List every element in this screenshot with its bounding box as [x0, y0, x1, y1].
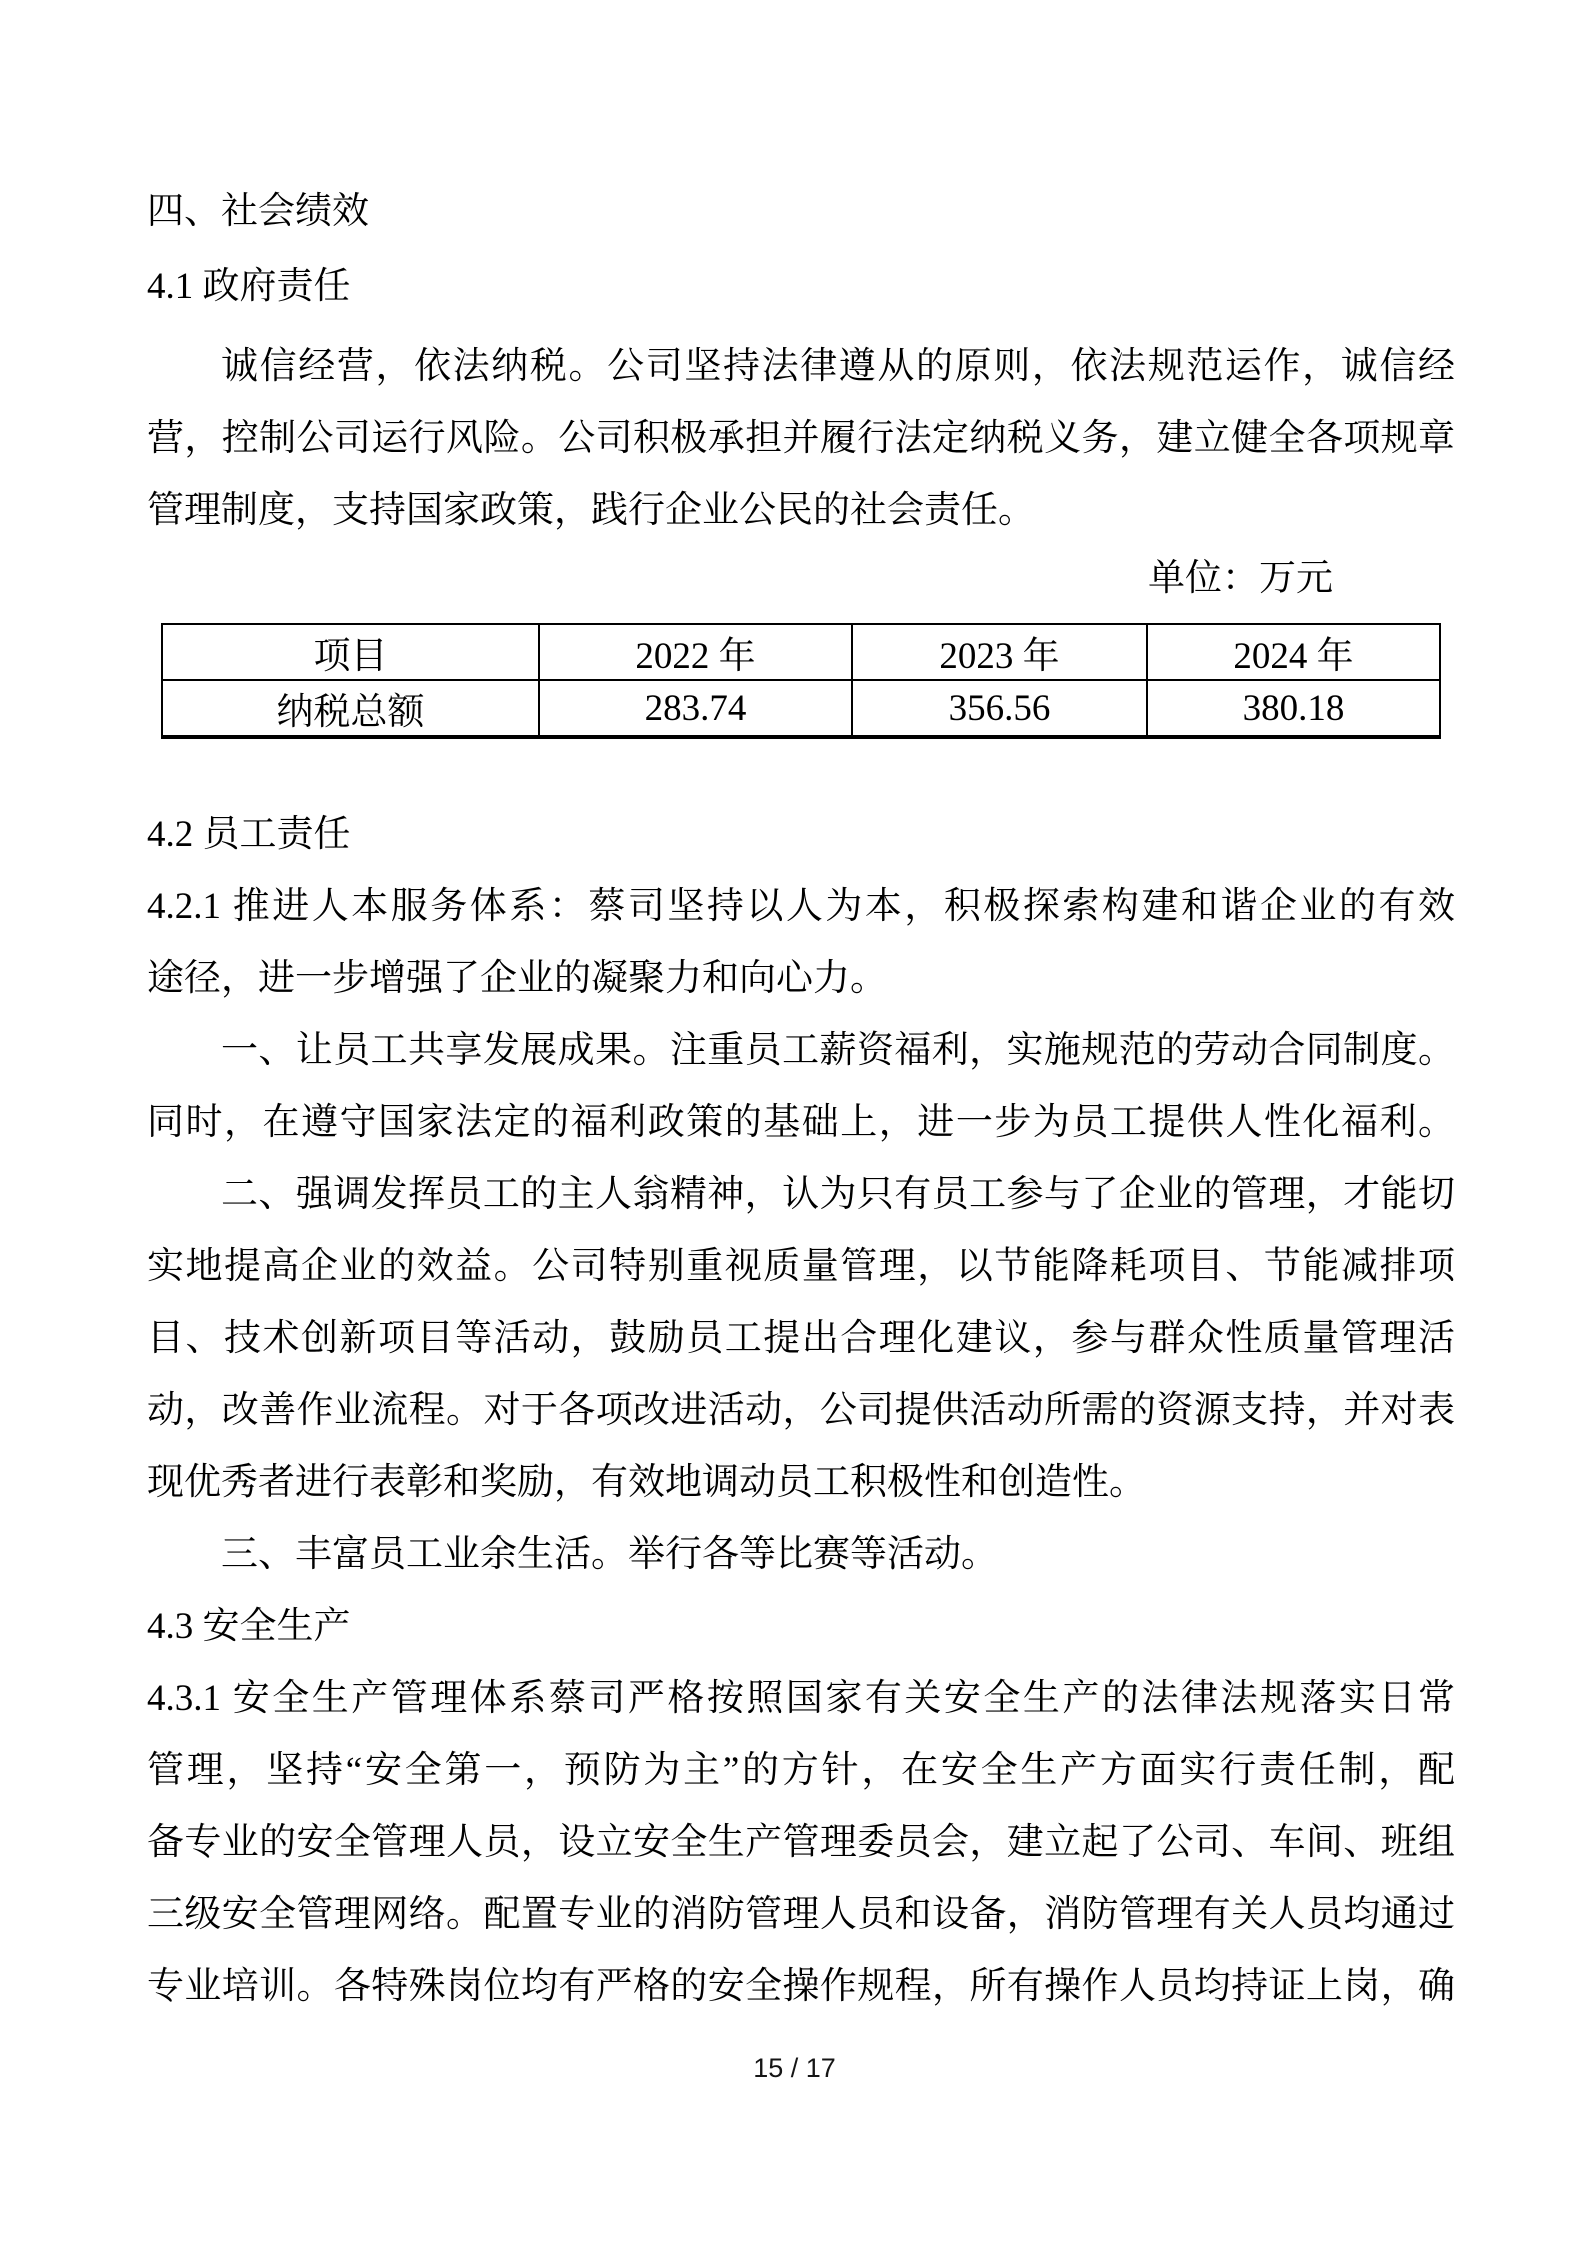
- tax-table: [161, 623, 1441, 739]
- body-line: 管理，坚持“安全第一，预防为主”的方针，在安全生产方面实行责任制，配: [147, 1750, 1455, 1791]
- body-line: 三级安全管理网络。配置专业的消防管理人员和设备，消防管理有关人员均通过: [147, 1894, 1455, 1935]
- body-line: 动，改善作业流程。对于各项改进活动，公司提供活动所需的资源支持，并对表: [147, 1390, 1455, 1431]
- body-line: 实地提高企业的效益。公司特别重视质量管理，以节能降耗项目、节能减排项: [147, 1246, 1455, 1287]
- body-line: 专业培训。各特殊岗位均有严格的安全操作规程，所有操作人员均持证上岗，确: [147, 1966, 1455, 2007]
- tax-table-header-cell: 2023 年: [852, 624, 1147, 680]
- tax-table-cell: 纳税总额: [162, 680, 539, 737]
- tax-table-header-row: [162, 624, 1440, 680]
- tax-table-data-row: [162, 680, 1440, 737]
- unit-label: 单位：万元: [1148, 558, 1333, 599]
- body-line: 三、丰富员工业余生活。举行各等比赛等活动。: [221, 1534, 998, 1575]
- body-line: 二、强调发挥员工的主人翁精神，认为只有员工参与了企业的管理，才能切: [221, 1174, 1455, 1215]
- subsection-heading-4-3: 4.3 安全生产: [147, 1606, 351, 1647]
- body-line: 诚信经营，依法纳税。公司坚持法律遵从的原则，依法规范运作，诚信经: [221, 346, 1455, 387]
- tax-table-cell: 356.56: [852, 680, 1147, 737]
- section-heading: 四、社会绩效: [147, 191, 369, 232]
- tax-table-cell: 283.74: [539, 680, 852, 737]
- body-line: 同时，在遵守国家法定的福利政策的基础上，进一步为员工提供人性化福利。: [147, 1102, 1455, 1143]
- tax-table-cell: 380.18: [1147, 680, 1440, 737]
- body-line: 管理制度，支持国家政策，践行企业公民的社会责任。: [147, 490, 1035, 531]
- body-line: 4.2.1 推进人本服务体系：蔡司坚持以人为本，积极探索构建和谐企业的有效: [147, 886, 1455, 927]
- tax-table-header-cell: 项目: [162, 624, 539, 680]
- body-line: 途径，进一步增强了企业的凝聚力和向心力。: [147, 958, 887, 999]
- tax-table-header-cell: 2024 年: [1147, 624, 1440, 680]
- body-line: 4.3.1 安全生产管理体系蔡司严格按照国家有关安全生产的法律法规落实日常: [147, 1678, 1455, 1719]
- body-line: 目、技术创新项目等活动，鼓励员工提出合理化建议，参与群众性质量管理活: [147, 1318, 1455, 1359]
- subsection-heading-4-1: 4.1 政府责任: [147, 266, 351, 307]
- body-line: 营，控制公司运行风险。公司积极承担并履行法定纳税义务，建立健全各项规章: [147, 418, 1455, 459]
- tax-table-header-cell: 2022 年: [539, 624, 852, 680]
- body-line: 现优秀者进行表彰和奖励，有效地调动员工积极性和创造性。: [147, 1462, 1146, 1503]
- body-line: 备专业的安全管理人员，设立安全生产管理委员会，建立起了公司、车间、班组: [147, 1822, 1455, 1863]
- page-number: 15 / 17: [753, 2053, 836, 2083]
- body-line: 一、让员工共享发展成果。注重员工薪资福利，实施规范的劳动合同制度。: [221, 1030, 1455, 1071]
- subsection-heading-4-2: 4.2 员工责任: [147, 814, 351, 855]
